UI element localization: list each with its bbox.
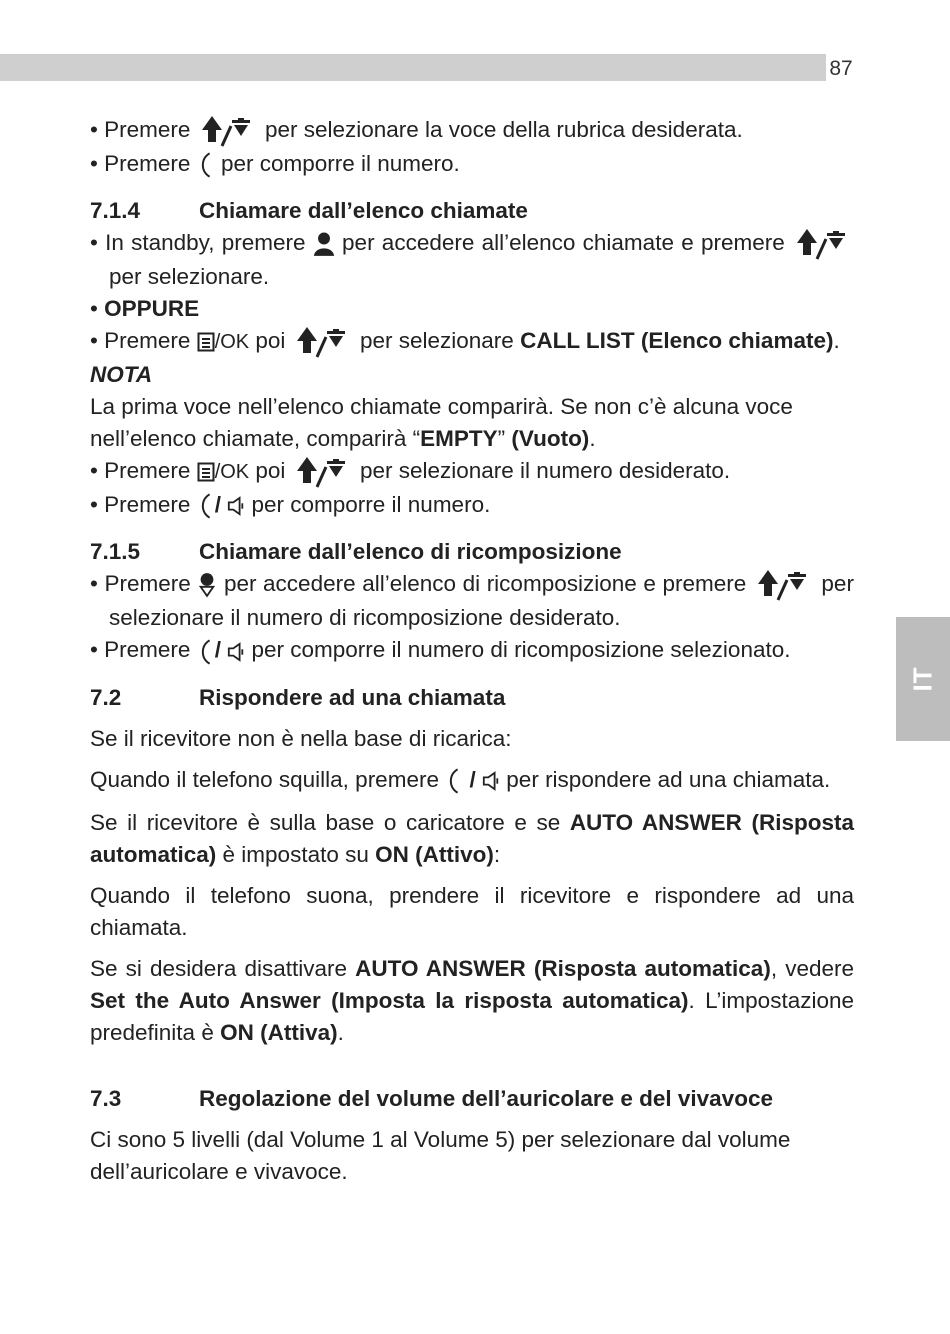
talk-handset-icon <box>197 489 215 523</box>
talk-handset-icon <box>445 764 463 798</box>
section-heading-7-1-4: 7.1.4 Chiamare dall’elenco chiamate <box>90 198 528 224</box>
list-item: • Premere per accedere all’elenco di ricomposizione e premere per selezionare il numero di ricomposizione desiderato. <box>90 568 854 634</box>
up-down-arrows-icon <box>292 325 354 359</box>
paragraph: Se il ricevitore non è nella base di ricarica: <box>90 725 512 751</box>
menu-icon <box>197 332 215 352</box>
list-item: • Premere per comporre il numero. <box>90 148 854 182</box>
list-item: • In standby, premere per accedere all’elenco chiamate e premere per selezionare. <box>90 227 854 293</box>
page-number: 87 <box>826 54 856 81</box>
note-heading: NOTA <box>90 362 153 388</box>
list-item: • Premere /OK poi per selezionare il numero desiderato. <box>90 455 854 489</box>
up-down-arrows-icon <box>292 455 354 489</box>
language-tab <box>896 617 950 741</box>
note-text: La prima voce nell’elenco chiamate comparirà. Se non c’è alcuna voce nell’elenco chiamate, comparirà “EMPTY” (Vuoto). <box>90 394 793 452</box>
menu-icon <box>197 462 215 482</box>
talk-handset-icon <box>197 148 215 182</box>
section-heading-7-2: 7.2 Rispondere ad una chiamata <box>90 684 506 710</box>
list-item: • Premere /OK poi per selezionare CALL LIST (Elenco chiamate). <box>90 325 854 359</box>
paragraph: Se il ricevitore è sulla base o caricatore e se AUTO ANSWER (Risposta automatica) è impostato su ON (Attivo): <box>90 809 854 867</box>
section-heading-7-3: 7.3 Regolazione del volume dell’auricolare e del vivavoce <box>90 1085 773 1111</box>
up-down-arrows-icon <box>753 568 815 602</box>
up-down-arrows-icon <box>197 114 259 148</box>
redial-icon <box>197 572 217 598</box>
header-bar <box>0 54 856 81</box>
section-heading-7-1-5: 7.1.5 Chiamare dall’elenco di ricomposizione <box>90 539 622 565</box>
up-down-arrows-icon <box>792 227 854 261</box>
paragraph: Quando il telefono suona, prendere il ricevitore e rispondere ad una chiamata. <box>90 882 854 940</box>
speaker-icon <box>227 642 245 662</box>
language-tab-label: IT <box>907 666 938 692</box>
paragraph: Ci sono 5 livelli (dal Volume 1 al Volume 5) per selezionare dal volume dell’auricolare e vivavoce. <box>90 1126 791 1184</box>
paragraph: Quando il telefono squilla, premere / per rispondere ad una chiamata. <box>90 764 854 798</box>
list-item: • Premere / per comporre il numero. <box>90 489 854 523</box>
manual-content <box>90 114 854 1188</box>
phonebook-person-icon <box>313 231 335 257</box>
list-item: • Premere per selezionare la voce della rubrica desiderata. <box>90 114 854 148</box>
list-item: • OPPURE <box>90 296 200 322</box>
talk-handset-icon <box>197 635 215 669</box>
speaker-icon <box>482 771 500 791</box>
speaker-icon <box>227 496 245 516</box>
list-item: • Premere / per comporre il numero di ricomposizione selezionato. <box>90 634 854 668</box>
paragraph: Se si desidera disattivare AUTO ANSWER (Risposta automatica), vedere Set the Auto Answer (Imposta la risposta automatica). L’impostazione predefinita è ON (Attiva). <box>90 955 854 1045</box>
